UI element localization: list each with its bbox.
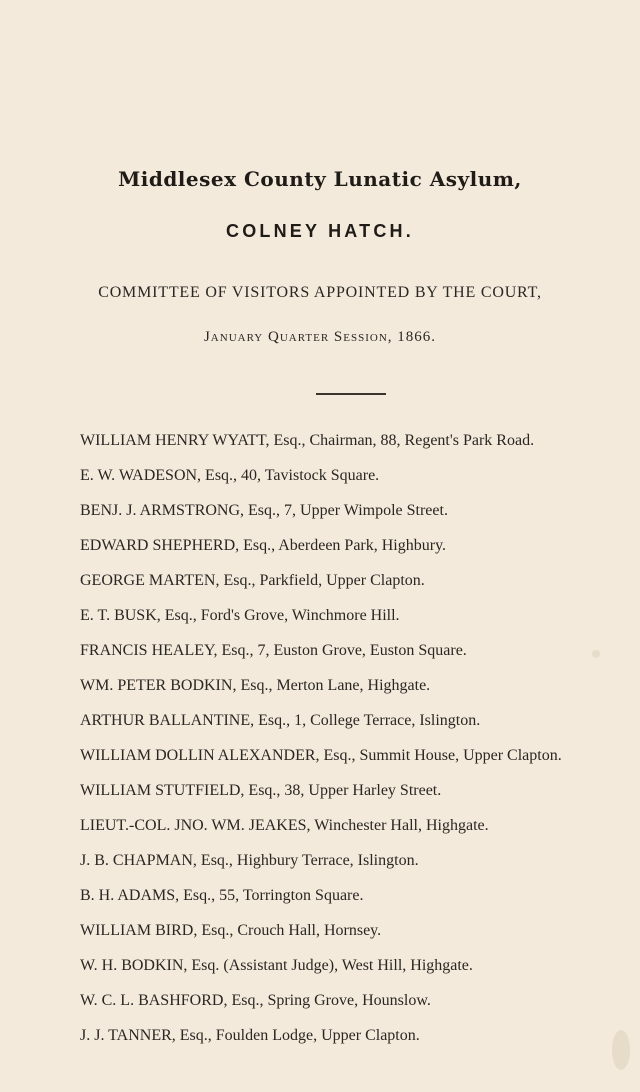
divider-rule [316,393,386,395]
member-entry: J. J. TANNER, Esq., Foulden Lodge, Upper Clapton. [80,1027,420,1044]
member-entry: B. H. ADAMS, Esq., 55, Torrington Square. [80,887,364,904]
member-entry: WM. PETER BODKIN, Esq., Merton Lane, Highgate. [80,677,431,694]
member-entry: FRANCIS HEALEY, Esq., 7, Euston Grove, Euston Square. [80,642,467,659]
member-entry: J. B. CHAPMAN, Esq., Highbury Terrace, Islington. [80,852,419,869]
member-entry: W. H. BODKIN, Esq. (Assistant Judge), West Hill, Highgate. [80,957,473,974]
member-entry: EDWARD SHEPHERD, Esq., Aberdeen Park, Highbury. [80,537,447,554]
member-entry: E. W. WADESON, Esq., 40, Tavistock Square. [80,467,380,484]
member-list [80,430,628,1060]
member-entry: LIEUT.-COL. JNO. WM. JEAKES, Winchester Hall, Highgate. [80,817,489,834]
member-entry: ARTHUR BALLANTINE, Esq., 1, College Terrace, Islington. [80,712,481,729]
member-entry: WILLIAM DOLLIN ALEXANDER, Esq., Summit House, Upper Clapton. [80,747,562,764]
committee-heading: COMMITTEE OF VISITORS APPOINTED BY THE COURT, [98,284,542,301]
asylum-title: Middlesex County Lunatic Asylum, [118,167,522,191]
session-line: January Quarter Session, 1866. [203,329,437,345]
member-entry: GEORGE MARTEN, Esq., Parkfield, Upper Clapton. [80,572,425,589]
place-name: COLNEY HATCH. [226,221,414,241]
member-entry: W. C. L. BASHFORD, Esq., Spring Grove, Hounslow. [80,992,431,1009]
member-entry: E. T. BUSK, Esq., Ford's Grove, Winchmore Hill. [80,607,400,624]
member-entry: BENJ. J. ARMSTRONG, Esq., 7, Upper Wimpole Street. [80,502,448,519]
member-entry: WILLIAM STUTFIELD, Esq., 38, Upper Harley Street. [80,782,442,799]
member-entry: WILLIAM BIRD, Esq., Crouch Hall, Hornsey. [80,922,382,939]
member-entry: WILLIAM HENRY WYATT, Esq., Chairman, 88, Regent's Park Road. [80,432,535,449]
